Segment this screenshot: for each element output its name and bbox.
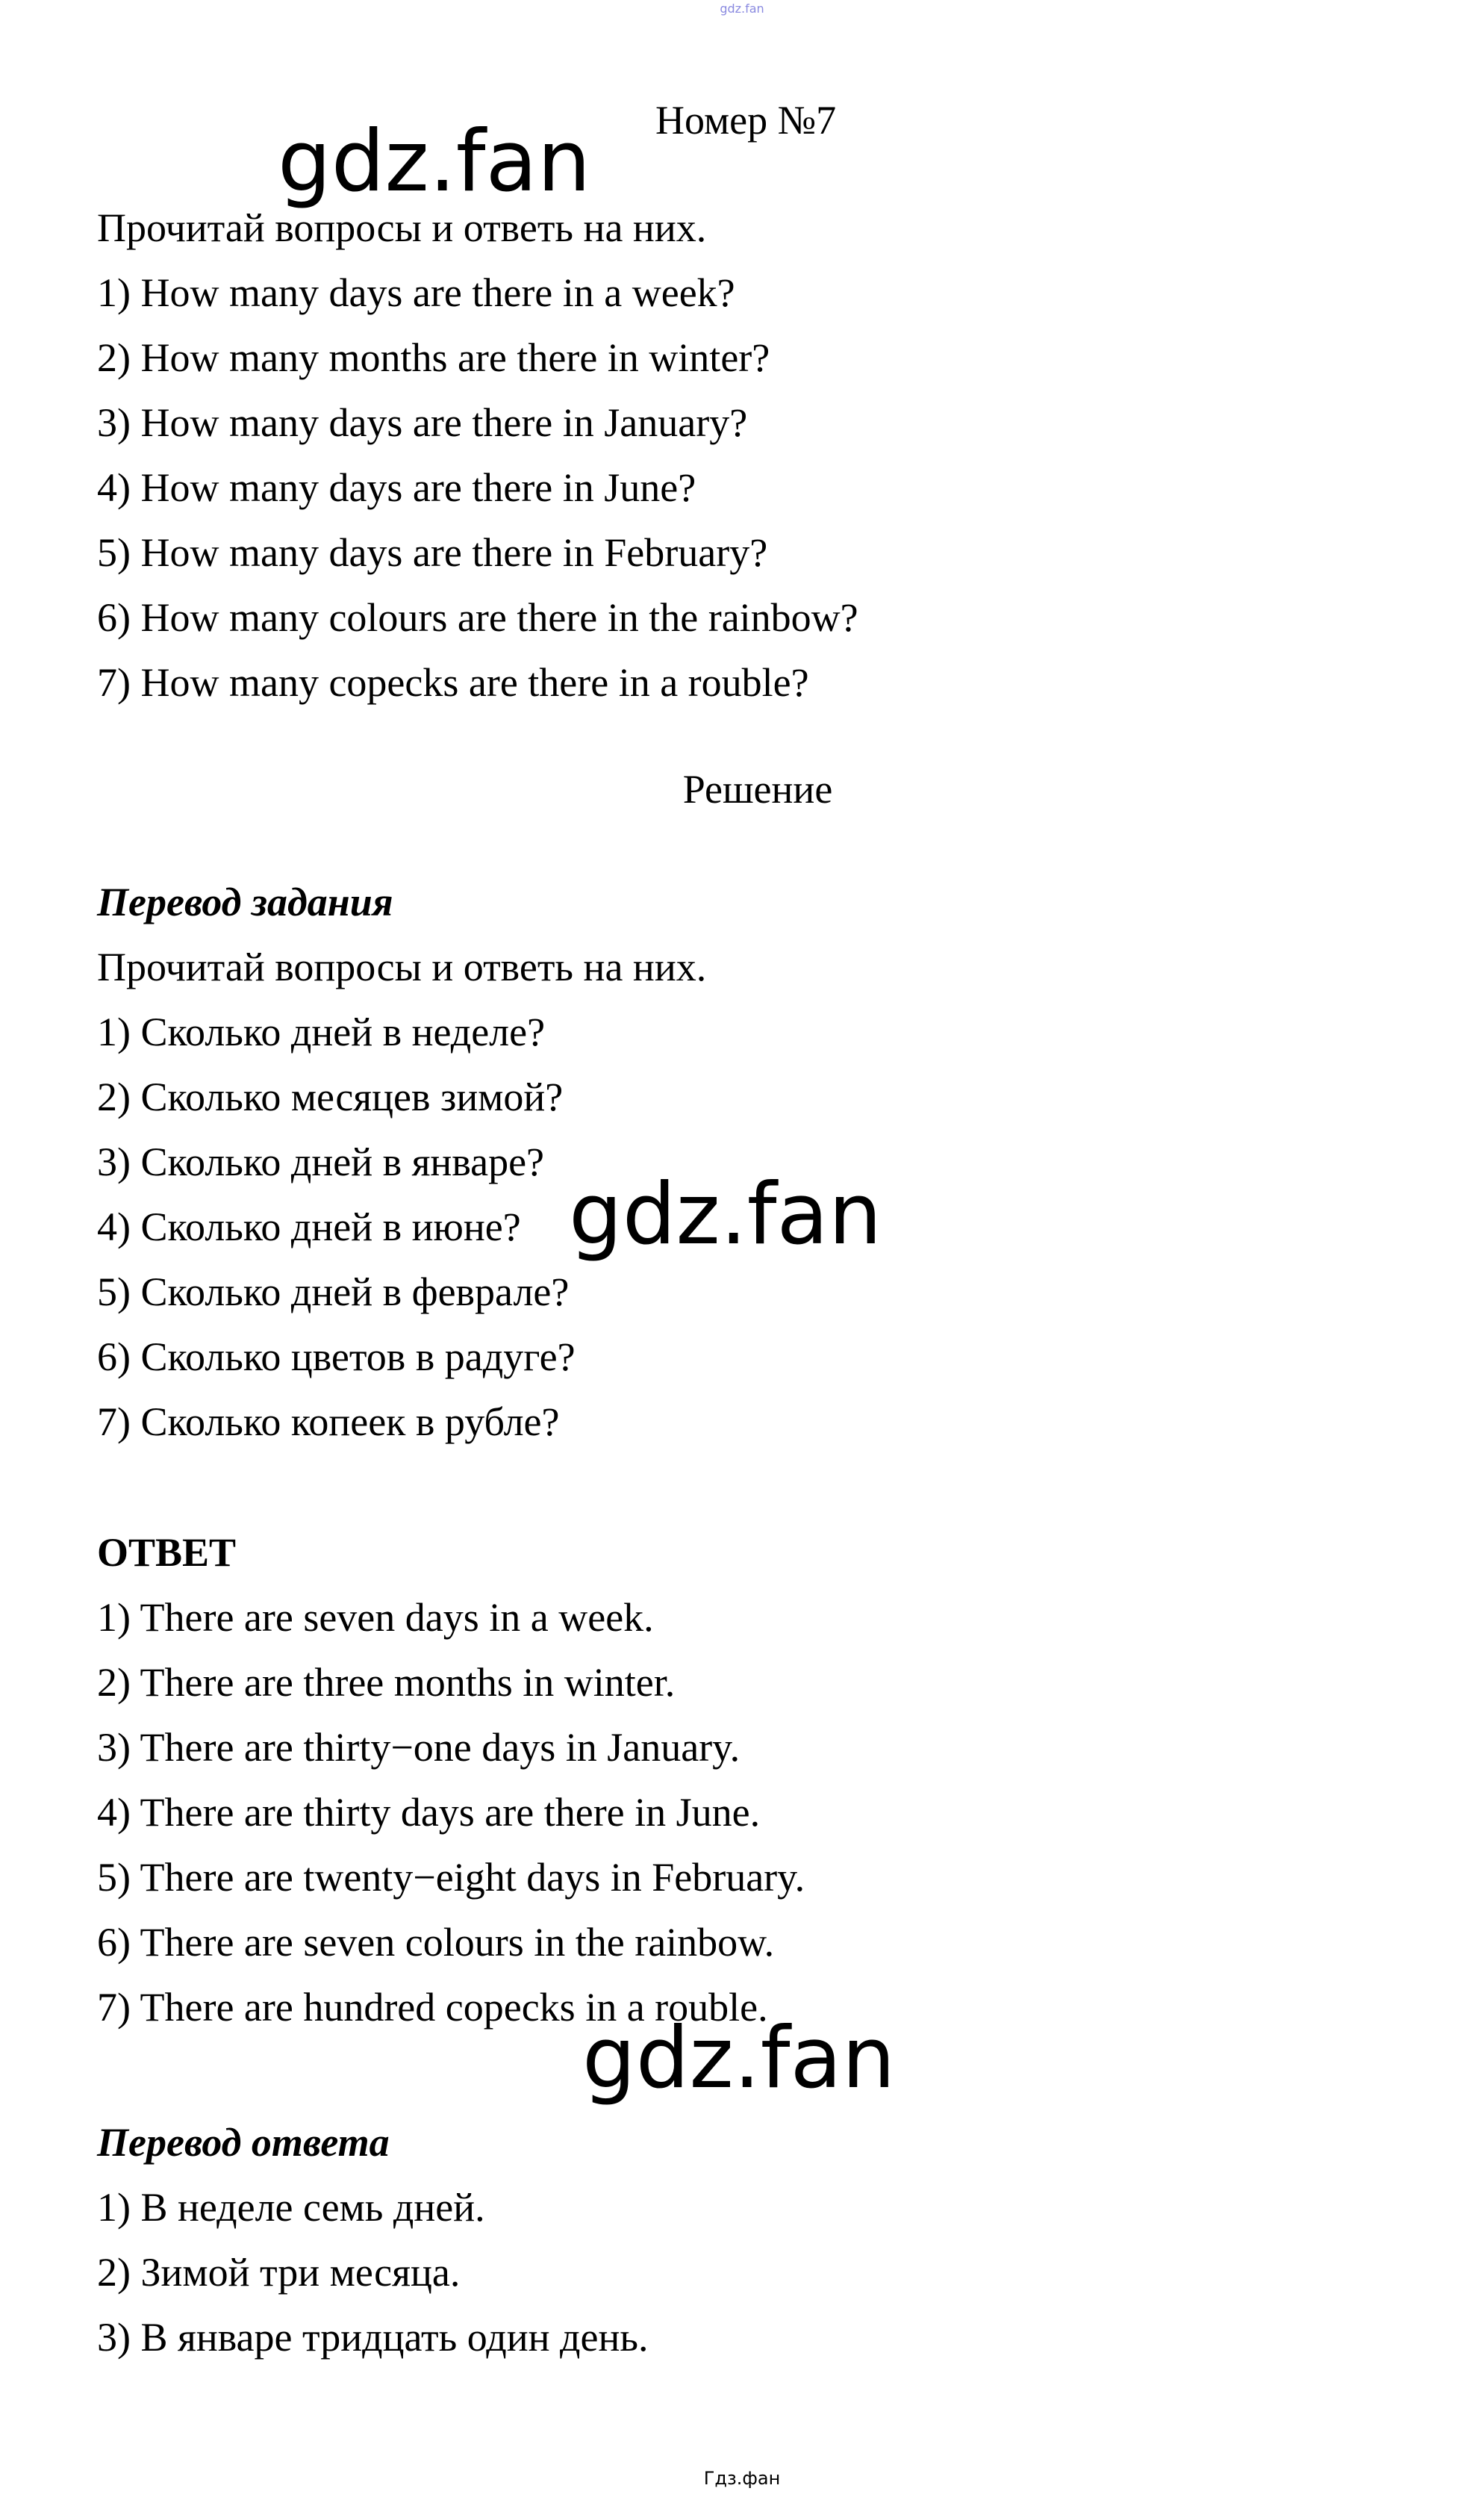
translated-question-item: 5) Сколько дней в феврале? — [97, 1269, 570, 1314]
task-translation-instruction: Прочитай вопросы и ответь на них. — [97, 945, 707, 989]
solution-heading: Решение — [682, 767, 833, 812]
answer-translation-heading: Перевод ответа — [97, 2120, 390, 2165]
watermark-logo: gdz.fan — [569, 1165, 882, 1263]
question-item: 7) How many copecks are there in a rouble? — [97, 660, 809, 705]
translated-question-item: 7) Сколько копеек в рубле? — [97, 1399, 560, 1444]
answer-item: 2) There are three months in winter. — [97, 1660, 676, 1705]
answer-item: 5) There are twenty−eight days in February. — [97, 1855, 805, 1900]
question-item: 3) How many days are there in January? — [97, 400, 748, 445]
question-item: 5) How many days are there in February? — [97, 530, 768, 575]
question-item: 2) How many months are there in winter? — [97, 335, 770, 380]
page-title: Номер №7 — [655, 98, 837, 143]
question-item: 4) How many days are there in June? — [97, 465, 696, 510]
translated-answer-item: 3) В январе тридцать один день. — [97, 2315, 649, 2360]
task-instruction: Прочитай вопросы и ответь на них. — [97, 205, 707, 250]
answer-section — [97, 1520, 1426, 2040]
page-footer: Гдз.фан — [703, 2468, 781, 2489]
task-translation-heading: Перевод задания — [97, 880, 393, 924]
answer-heading: ОТВЕТ — [97, 1530, 237, 1575]
translated-question-item: 4) Сколько дней в июне? — [97, 1204, 521, 1249]
top-source-link[interactable]: gdz.fan — [720, 1, 764, 16]
translated-answer-item: 2) Зимой три месяца. — [97, 2250, 461, 2295]
answer-translation-section — [97, 2110, 1426, 2370]
answer-item: 6) There are seven colours in the rainbow. — [97, 1920, 775, 1965]
task-translation-section — [97, 870, 1426, 1455]
task-section — [97, 196, 1426, 715]
question-item: 1) How many days are there in a week? — [97, 270, 735, 315]
watermark-logo: gdz.fan — [582, 2009, 896, 2107]
answer-item: 7) There are hundred copecks in a rouble. — [97, 1985, 768, 2030]
answer-item: 3) There are thirty−one days in January. — [97, 1725, 741, 1770]
question-item: 6) How many colours are there in the rainbow? — [97, 595, 858, 640]
watermark-logo: gdz.fan — [278, 112, 591, 211]
translated-question-item: 2) Сколько месяцев зимой? — [97, 1075, 564, 1119]
translated-question-item: 6) Сколько цветов в радуге? — [97, 1334, 576, 1379]
translated-question-item: 1) Сколько дней в неделе? — [97, 1010, 546, 1054]
translated-answer-item: 1) В неделе семь дней. — [97, 2185, 485, 2230]
answer-item: 1) There are seven days in a week. — [97, 1595, 654, 1640]
answer-item: 4) There are thirty days are there in June. — [97, 1790, 761, 1835]
translated-question-item: 3) Сколько дней в январе? — [97, 1139, 545, 1184]
